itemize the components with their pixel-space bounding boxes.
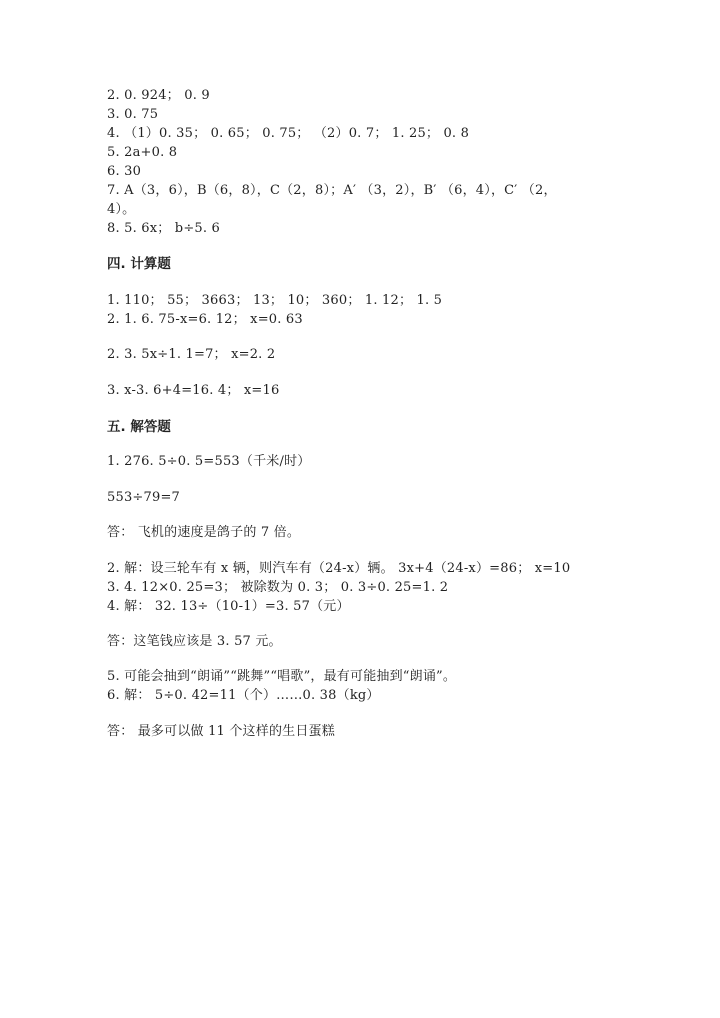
section-heading-calculation: 四. 计算题 xyxy=(107,256,171,272)
answer-line: 5. 可能会抽到“朗诵”“跳舞”“唱歌”，最有可能抽到“朗诵”。 xyxy=(107,669,457,684)
answer-line: 4. 解： 32. 13÷（10-1）=3. 57（元） xyxy=(107,599,350,614)
section-heading-word-problems: 五. 解答题 xyxy=(107,419,171,435)
answer-line: 3. 4. 12×0. 25=3； 被除数为 0. 3； 0. 3÷0. 25=1. 2 xyxy=(107,580,449,595)
answer-line: 5. 2a+0. 8 xyxy=(107,145,178,160)
answer-line: 6. 30 xyxy=(107,164,142,179)
answer-line: 答： 飞机的速度是鸽子的 7 倍。 xyxy=(107,525,301,540)
answer-line: 1. 276. 5÷0. 5=553（千米/时） xyxy=(107,454,311,469)
answer-line: 553÷79=7 xyxy=(107,490,181,505)
answer-line: 8. 5. 6x； b÷5. 6 xyxy=(107,221,221,236)
answer-line: 3. x-3. 6+4=16. 4； x=16 xyxy=(107,383,280,398)
answer-line: 4. （1）0. 35； 0. 65； 0. 75； （2）0. 7； 1. 25； 0. 8 xyxy=(107,126,470,141)
answer-line: 2. 解：设三轮车有 x 辆，则汽车有（24-x）辆。 3x+4（24-x）=86； x=10 xyxy=(107,561,571,576)
answer-line: 6. 解： 5÷0. 42=11（个）……0. 38（kg） xyxy=(107,688,380,703)
answer-line: 答： 最多可以做 11 个这样的生日蛋糕 xyxy=(107,724,335,739)
answer-line: 1. 110； 55； 3663； 13； 10； 360； 1. 12； 1. 5 xyxy=(107,293,443,308)
answer-line: 2. 3. 5x÷1. 1=7； x=2. 2 xyxy=(107,347,276,362)
answer-line: 2. 0. 924； 0. 9 xyxy=(107,88,210,103)
answer-line: 答：这笔钱应该是 3. 57 元。 xyxy=(107,634,282,649)
answer-line: 4）。 xyxy=(107,202,136,217)
answer-line: 7. A（3，6），B（6，8），C（2，8）；A′ （3，2），B′ （6，4），C′ （2， xyxy=(107,183,557,198)
answer-line: 2. 1. 6. 75-x=6. 12； x=0. 63 xyxy=(107,312,303,327)
answer-line: 3. 0. 75 xyxy=(107,107,159,122)
